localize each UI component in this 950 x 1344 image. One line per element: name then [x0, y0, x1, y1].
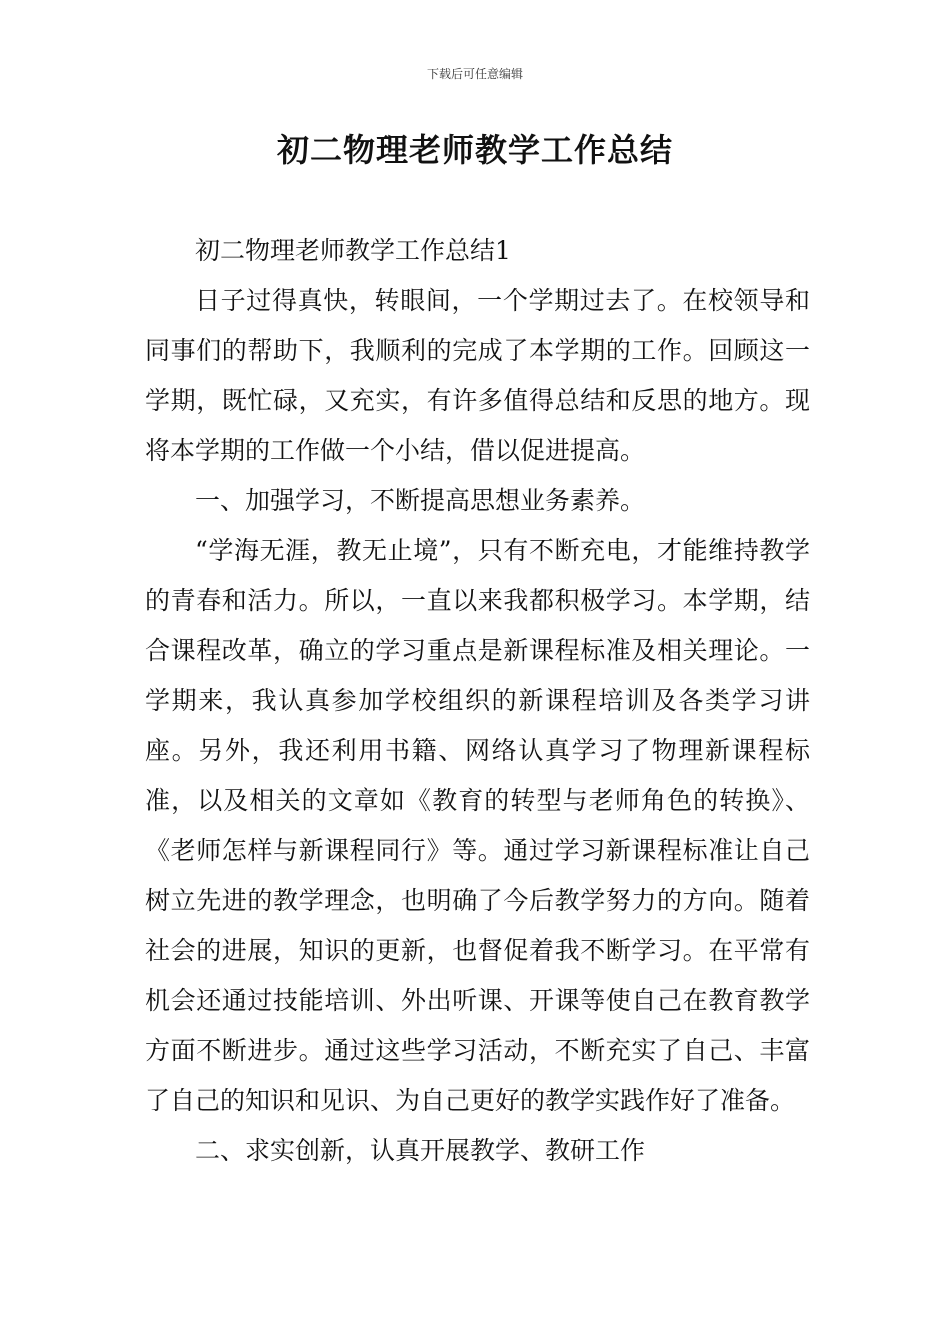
paragraph-intro: 日子过得真快，转眼间，一个学期过去了。在校领导和同事们的帮助下，我顺利的完成了本学期的工作。回顾这一学期，既忙碌，又充实，有许多值得总结和反思的地方。现将本学期的工作做一个小结，借以促进提高。: [145, 286, 810, 465]
paragraph-learning: “学海无涯，教无止境”，只有不断充电，才能维持教学的青春和活力。所以，一直以来我都积极学习。本学期，结合课程改革，确立的学习重点是新课程标准及相关理论。一学期来，我认真参加学校组织的新课程培训及各类学习讲座。另外，我还利用书籍、网络认真学习了物理新课程标准，以及相关的文章如《教育的转型与老师角色的转换》、《老师怎样与新课程同行》等。通过学习新课程标准让自己树立先进的教学理念，也明确了今后教学努力的方向。随着社会的进展，知识的更新，也督促着我不断学习。在平常有机会还通过技能培训、外出听课、开课等使自己在教育教学方面不断进步。通过这些学习活动，不断充实了自己、丰富了自己的知识和见识、为自己更好的教学实践作好了准备。: [145, 536, 810, 1115]
document-body: [145, 226, 810, 1176]
section-heading-1: 一、加强学习，不断提高思想业务素养。: [195, 486, 646, 515]
section-heading-2: 二、求实创新，认真开展教学、教研工作: [195, 1136, 646, 1165]
section-subtitle: 初二物理老师教学工作总结1: [195, 236, 511, 265]
document-title: 初二物理老师教学工作总结: [276, 131, 673, 169]
header-note: 下载后可任意编辑: [426, 67, 523, 81]
